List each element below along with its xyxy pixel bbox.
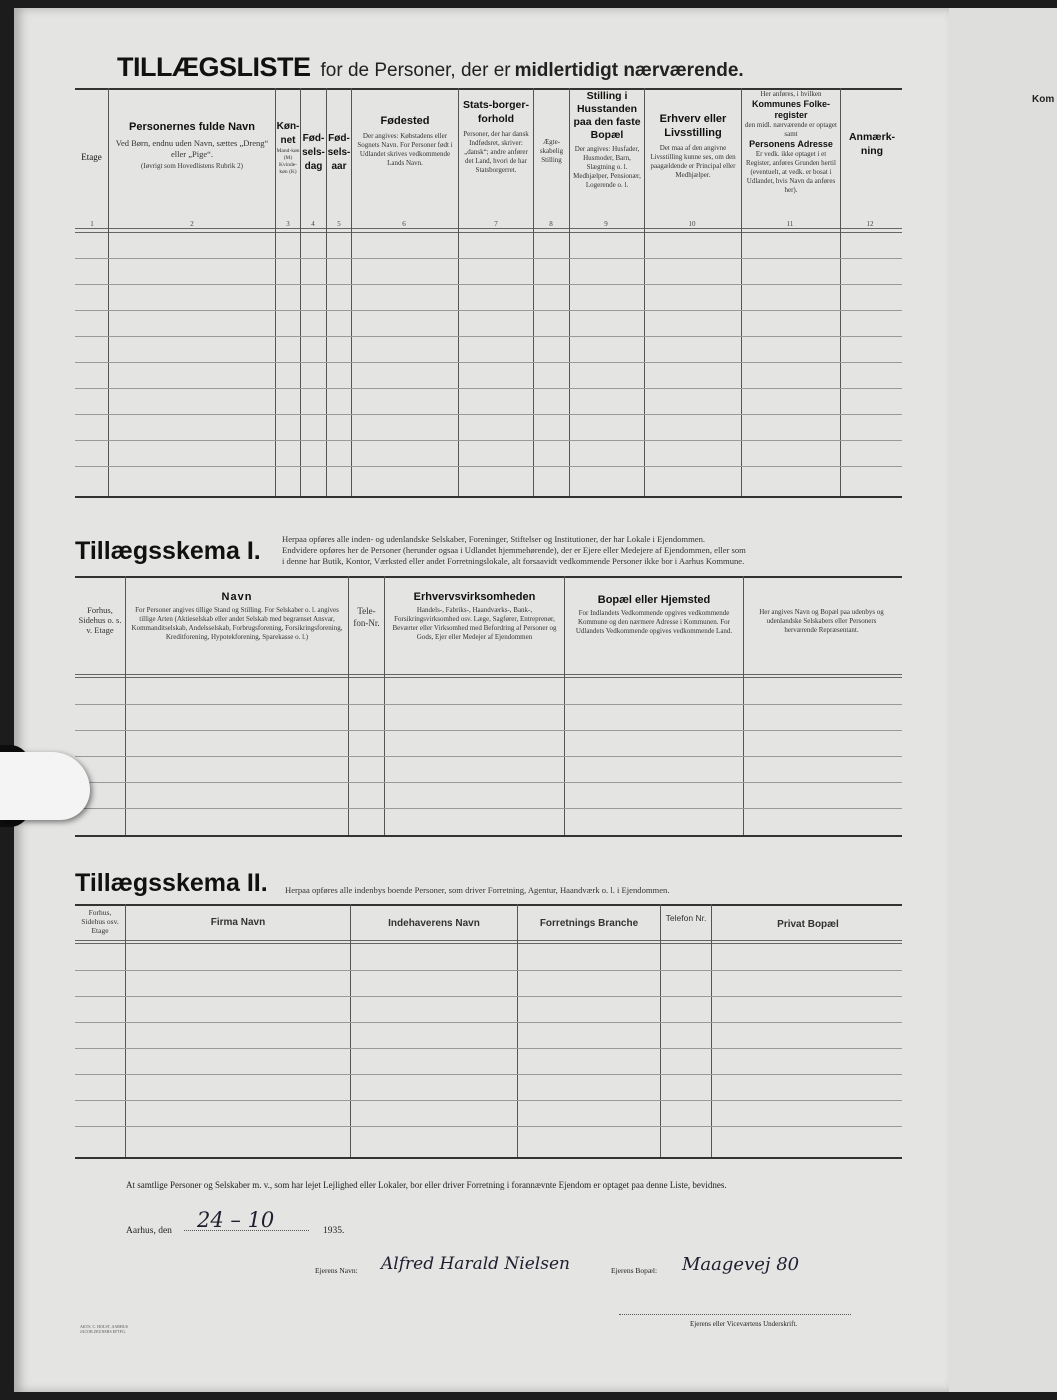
main-col-10-header: Erhverv eller Livsstilling Det maa af den angivne Livsstilling kunne ses, om den paagældende er Principal eller Medhjælper. xyxy=(650,113,736,179)
page-clip xyxy=(0,752,90,820)
skema2-col-6-header: Privat Bopæl xyxy=(777,919,839,930)
skema2-col-divider xyxy=(711,904,712,1158)
skema2-row-line xyxy=(75,1048,902,1049)
skema2-header-rule-2 xyxy=(75,943,902,944)
skema1-description: Herpaa opføres alle inden- og udenlandske Selskaber, Foreninger, Stiftelser og Institutioner, der har Lokale i Ejendommen. Endvidere opføres her de Personer (herunder ogsaa i Udlandet hjemmehørende), der er Ejere eller Medejere af Ejendommen, eller som i denne har Butik, Kontor, Værksted eller andet Forretningslokale, alt forsaavidt vedkommende Personer ikke bor i Aarhus Kommune. xyxy=(282,534,746,566)
skema2-col-divider xyxy=(350,904,351,1158)
owner-name-handwritten: Alfred Harald Nielsen xyxy=(381,1254,570,1274)
skema1-col-divider xyxy=(125,576,126,836)
main-row-line xyxy=(75,284,902,285)
main-table-bottom-rule xyxy=(75,496,902,498)
skema2-row-line xyxy=(75,970,902,971)
date-place-label: Aarhus, den xyxy=(126,1226,172,1236)
main-col-12-header: Anmærk-ning xyxy=(848,131,896,157)
year-label: 1935. xyxy=(323,1226,345,1236)
skema1-row-line xyxy=(75,782,902,783)
skema2-col-1-header: Forhus, Sidehus osv. Etage xyxy=(81,908,119,935)
skema2-col-divider xyxy=(517,904,518,1158)
skema1-col-2-header: Navn For Personer angives tillige Stand og Stilling. For Selskaber o. l. angives tillige Arten (Aktieselskab eller andet Selskab med begrænset Ansvar, Kommanditselskab, Andelsselskab, Forbrugsforening, Forsikringsforening, Kreditforening, Hypotekforening, Sparekasse o. l.) xyxy=(131,591,343,641)
skema1-row-line xyxy=(75,756,902,757)
main-row-line xyxy=(75,310,902,311)
skema1-col-6-header: Her angives Navn og Bopæl paa udenbys og udenlandske Selskabers eller Personers herværende Repræsentant. xyxy=(759,608,884,634)
skema2-row-line xyxy=(75,1022,902,1023)
main-col-divider xyxy=(569,88,570,498)
skema2-top-rule xyxy=(75,904,902,906)
main-col-number: 10 xyxy=(688,220,696,228)
signature-label: Ejerens eller Viceværtens Underskrift. xyxy=(690,1320,798,1328)
skema2-col-5-header: Telefon Nr. xyxy=(665,913,707,923)
skema1-col-4-header: Erhvervsvirksomheden Handels-, Fabriks-, Haandværks-, Bank-, Forsikringsvirksomhed osv. Læge, Sagfører, Entreprenør, Beværter eller Virksomhed med Befordring af Personer og Gods, Ejer eller Medejer af Ejendommen xyxy=(392,591,557,641)
main-col-2-header: Personernes fulde Navn Ved Børn, endnu uden Navn, sættes „Dreng“ eller „Pige“. (Iøvrigt som Hovedlistens Rubrik 2) xyxy=(115,121,269,170)
main-title-rest: for de Personer, der er xyxy=(320,60,511,81)
skema2-title: Tillægsskema II. xyxy=(75,869,268,897)
main-col-5-header: Fød-sels-aar xyxy=(327,133,351,172)
main-row-line xyxy=(75,388,902,389)
skema2-header-rule xyxy=(75,940,902,941)
skema1-top-rule xyxy=(75,576,902,578)
date-handwritten: 24 – 10 xyxy=(197,1208,275,1232)
main-col-9-header: Stilling i Husstanden paa den faste Bopæl Der angives: Husfader, Husmoder, Barn, Slægtning o. l. Medhjælper, Pensionær, Logerende o. l. xyxy=(573,90,641,189)
skema1-col-divider xyxy=(348,576,349,836)
signature-line xyxy=(619,1314,851,1315)
skema1-col-3-header: Tele-fon-Nr. xyxy=(353,606,380,628)
skema1-bottom-rule xyxy=(75,835,902,837)
skema1-row-line xyxy=(75,730,902,731)
main-table-header-rule-2 xyxy=(75,232,902,233)
main-col-divider xyxy=(840,88,841,498)
main-col-number: 12 xyxy=(866,220,874,228)
main-col-divider xyxy=(351,88,352,498)
main-col-1-header: Etage xyxy=(81,152,102,162)
printer-imprint: AKTS. C. HOLST, AARHUS JACOB ZEUNERS EFTFG. xyxy=(80,1324,128,1334)
skema2-row-line xyxy=(75,1100,902,1101)
skema2-col-divider xyxy=(660,904,661,1158)
main-col-number: 4 xyxy=(311,220,315,228)
skema2-row-line xyxy=(75,1074,902,1075)
main-title xyxy=(117,52,744,83)
main-row-line xyxy=(75,258,902,259)
main-col-number: 1 xyxy=(90,220,94,228)
main-col-number: 3 xyxy=(286,220,290,228)
main-col-divider xyxy=(108,88,109,498)
main-title-bold: TILLÆGSLISTE xyxy=(117,52,311,82)
skema1-col-divider xyxy=(743,576,744,836)
skema1-col-divider xyxy=(564,576,565,836)
main-col-divider xyxy=(458,88,459,498)
owner-address-handwritten: Maagevej 80 xyxy=(682,1254,800,1275)
owner-name-label: Ejerens Navn: xyxy=(315,1266,358,1275)
skema2-col-divider xyxy=(125,904,126,1158)
main-col-number: 5 xyxy=(337,220,341,228)
main-row-line xyxy=(75,466,902,467)
skema1-title: Tillægsskema I. xyxy=(75,537,261,565)
skema1-col-5-header: Bopæl eller Hjemsted For Indlandets Vedkommende opgives vedkommende Kommune og den nærmere Adresse i Kommunen. For Udlandets Vedkommende opgives vedkommende Land. xyxy=(575,594,733,635)
main-col-3-header: Køn-net Mand-køn (M) Kvinde-køn (K) xyxy=(276,121,300,175)
main-row-line xyxy=(75,362,902,363)
skema2-row-line xyxy=(75,996,902,997)
document-page xyxy=(14,8,949,1392)
main-col-number: 2 xyxy=(190,220,194,228)
main-col-4-header: Fød-sels-dag xyxy=(302,133,325,172)
skema1-header-rule-2 xyxy=(75,677,902,678)
attestation-statement: At samtlige Personer og Selskaber m. v., som har lejet Lejlighed eller Lokaler, bor eller driver Forretning i forannævnte Ejendom er optaget paa denne Liste, bevidnes. xyxy=(126,1180,727,1190)
skema2-col-4-header: Forretnings Branche xyxy=(539,918,639,929)
skema2-col-2-header: Firma Navn xyxy=(210,917,266,928)
main-col-number: 9 xyxy=(604,220,608,228)
main-row-line xyxy=(75,440,902,441)
main-col-divider xyxy=(644,88,645,498)
main-col-divider xyxy=(741,88,742,498)
main-col-7-header: Stats-borger-forhold Personer, der har dansk Indfødsret, skriver: „dansk“; andre anfører det Land, hvori de har Statsborgerret. xyxy=(463,99,529,174)
next-page-peek-text: Kom xyxy=(1032,94,1055,105)
skema1-row-line xyxy=(75,704,902,705)
skema1-header-rule xyxy=(75,674,902,675)
skema1-row-line xyxy=(75,808,902,809)
skema1-col-divider xyxy=(384,576,385,836)
main-col-6-header: Fødested Der angives: Købstadens eller Sognets Navn. For Personer født i Udlandet skrives vedkommende Lands Navn. xyxy=(357,115,453,167)
main-col-number: 6 xyxy=(402,220,406,228)
main-table-header-rule xyxy=(75,228,902,229)
main-col-number: 8 xyxy=(549,220,553,228)
next-page-edge xyxy=(945,8,1057,1392)
main-col-number: 11 xyxy=(786,220,794,228)
skema2-row-line xyxy=(75,1126,902,1127)
owner-address-label: Ejerens Bopæl: xyxy=(611,1266,658,1275)
skema2-col-3-header: Indehaverens Navn xyxy=(388,918,480,929)
skema2-bottom-rule xyxy=(75,1157,902,1159)
skema2-description: Herpaa opføres alle indenbys boende Personer, som driver Forretning, Agentur, Haandværk o. l. i Ejendommen. xyxy=(285,885,670,895)
main-col-number: 7 xyxy=(494,220,498,228)
main-col-11-header: Her anføres, i hvilken Kommunes Folke-register den midl. nærværende er optaget samt Personens Adresse Er vedk. ikke optaget i et Register, anføres Grunden hertil (eventuelt, at vedk. er bosat i Udlandet, hvis Navn da anføres her). xyxy=(745,90,837,194)
main-title-bold-2: midlertidigt nærværende. xyxy=(514,60,744,81)
main-col-8-header: Ægte-skabelig Stilling xyxy=(539,138,564,164)
main-row-line xyxy=(75,414,902,415)
main-row-line xyxy=(75,336,902,337)
skema1-col-1-header: Forhus, Sidehus o. s. v. Etage xyxy=(78,605,122,635)
